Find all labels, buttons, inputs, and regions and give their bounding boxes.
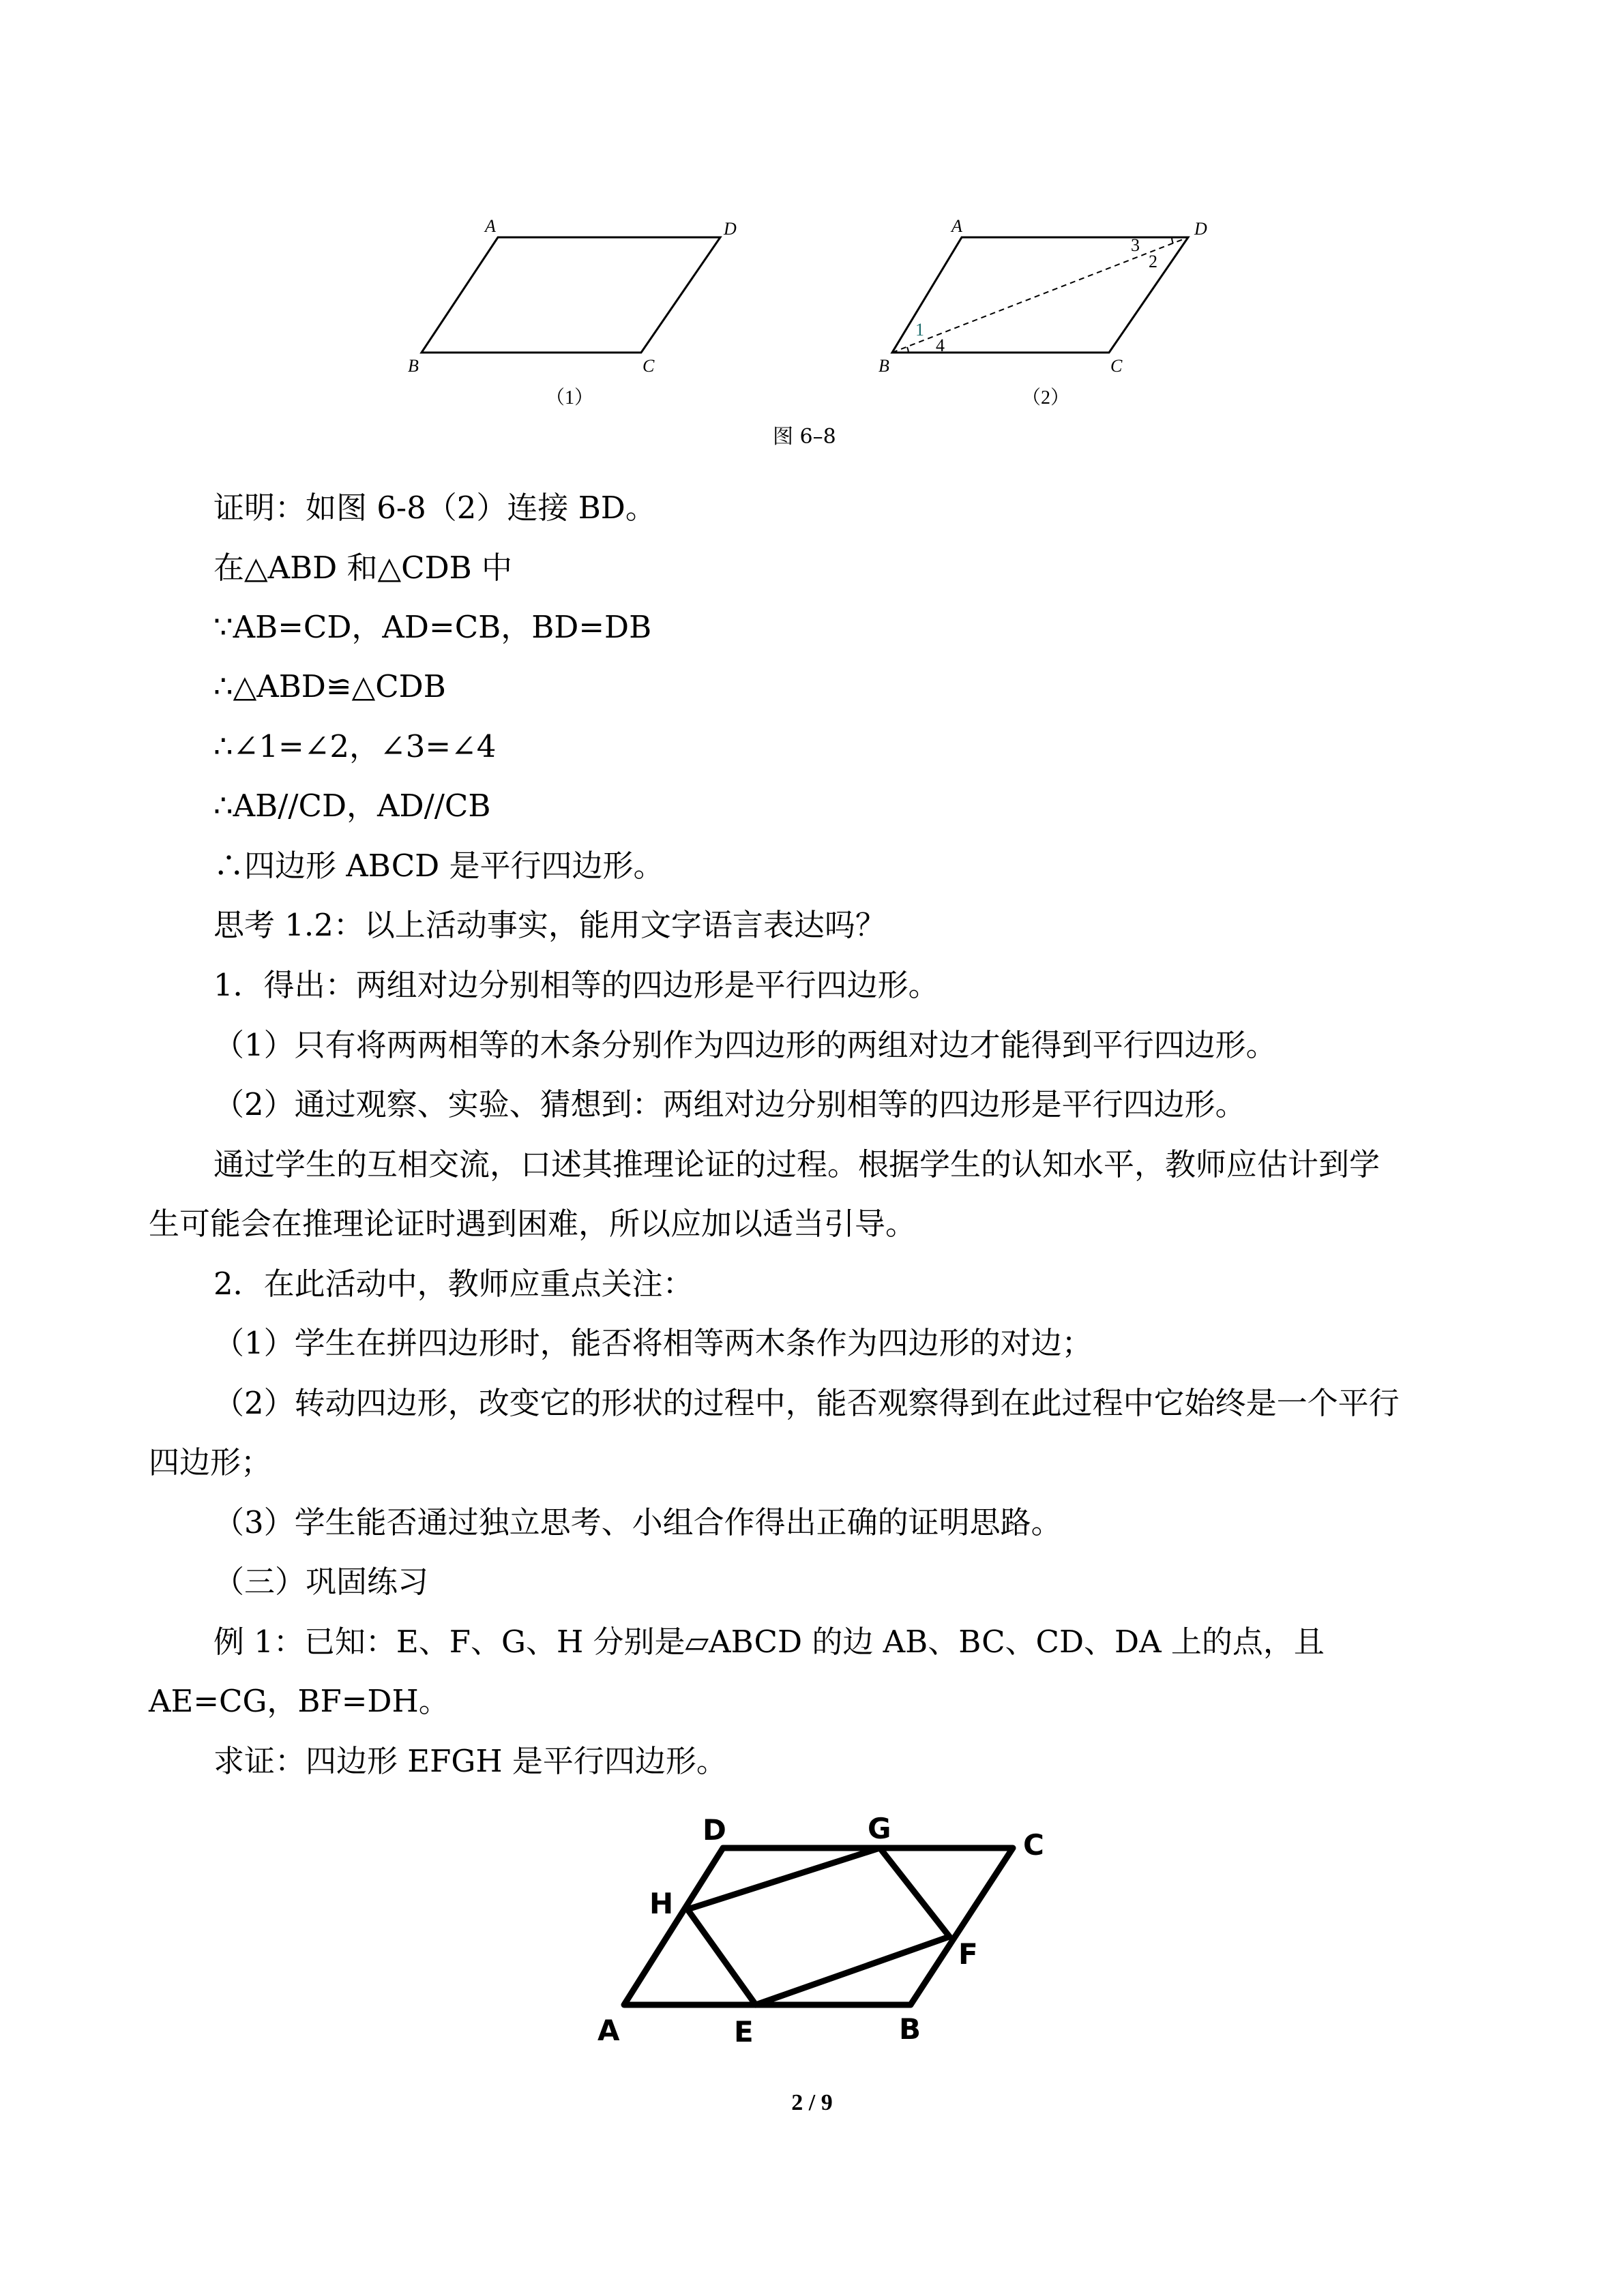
- vertex-label-f: F: [958, 1937, 978, 1971]
- text-line-8: 思考 1.2：以上活动事实，能用文字语言表达吗？: [213, 907, 886, 943]
- angle-label-3: 3: [1131, 235, 1140, 255]
- figure-6-8-part1: [396, 205, 764, 423]
- vertex-label-d: D: [703, 1813, 726, 1847]
- quadrilateral-efgh: [688, 1848, 949, 2005]
- vertex-label-e: E: [734, 2015, 754, 2048]
- vertex-label-h: H: [649, 1887, 674, 1920]
- text-line-1: 证明：如图 6-8（2）连接 BD。: [213, 490, 656, 526]
- figure-example-efgh: [587, 1800, 1064, 2053]
- vertex-label-b: B: [408, 356, 419, 376]
- text-line-15: （1）学生在拼四边形时，能否将相等两木条作为四边形的对边；: [213, 1325, 1093, 1361]
- text-line-13: 生可能会在推理论证时遇到困难，所以应加以适当引导。: [149, 1206, 917, 1242]
- angle-label-2: 2: [1149, 252, 1157, 271]
- text-line-19: （三）巩固练习: [213, 1564, 429, 1600]
- text-line-18: （3）学生能否通过独立思考、小组合作得出正确的证明思路。: [213, 1504, 1062, 1540]
- text-line-21: AE=CG，BF=DH。: [149, 1683, 449, 1719]
- text-line-20: 例 1：已知：E、F、G、H 分别是▱ABCD 的边 AB、BC、CD、DA 上的点，且: [213, 1624, 1325, 1660]
- angle-label-4: 4: [936, 336, 945, 355]
- vertex-label-d: D: [724, 219, 737, 239]
- text-line-12: 通过学生的互相交流，口述其推理论证的过程。根据学生的认知水平，教师应估计到学: [213, 1146, 1381, 1182]
- text-line-11: （2）通过观察、实验、猜想到：两组对边分别相等的四边形是平行四边形。: [213, 1086, 1246, 1122]
- text-line-14: 2．在此活动中，教师应重点关注：: [213, 1266, 694, 1302]
- text-line-2: 在△ABD 和△CDB 中: [213, 550, 513, 586]
- text-line-3: ∵AB=CD，AD=CB，BD=DB: [213, 609, 652, 645]
- vertex-label-c: C: [643, 356, 655, 376]
- vertex-label-g: G: [868, 1812, 891, 1845]
- vertex-label-b: B: [879, 356, 889, 376]
- vertex-label-c: C: [1023, 1828, 1044, 1862]
- text-line-7: ∴四边形 ABCD 是平行四边形。: [213, 848, 664, 884]
- vertex-label-d: D: [1194, 219, 1207, 239]
- text-line-10: （1）只有将两两相等的木条分别作为四边形的两组对边才能得到平行四边形。: [213, 1027, 1277, 1063]
- vertex-label-a: A: [951, 216, 962, 236]
- figure-6-8-part2: [866, 205, 1235, 423]
- sub-figure-label-1: （1）: [546, 387, 594, 408]
- text-line-5: ∴∠1=∠2，∠3=∠4: [213, 728, 497, 764]
- text-line-6: ∴AB//CD，AD//CB: [213, 788, 491, 824]
- text-line-9: 1．得出：两组对边分别相等的四边形是平行四边形。: [213, 967, 939, 1003]
- figure-caption: 图 6–8: [773, 425, 836, 449]
- page-number: 2 / 9: [791, 2090, 833, 2115]
- sub-figure-label-2: （2）: [1022, 387, 1070, 408]
- vertex-label-a: A: [597, 2014, 620, 2047]
- text-line-17: 四边形；: [149, 1444, 272, 1480]
- vertex-label-c: C: [1110, 356, 1123, 376]
- parallelogram-abcd: [422, 237, 720, 353]
- vertex-label-a: A: [485, 216, 496, 236]
- text-line-4: ∴△ABD≌△CDB: [213, 668, 446, 704]
- text-line-22: 求证：四边形 EFGH 是平行四边形。: [213, 1743, 727, 1779]
- angle-label-1: 1: [915, 320, 924, 340]
- vertex-label-b: B: [899, 2012, 921, 2046]
- text-line-16: （2）转动四边形，改变它的形状的过程中，能否观察得到在此过程中它始终是一个平行: [213, 1385, 1400, 1421]
